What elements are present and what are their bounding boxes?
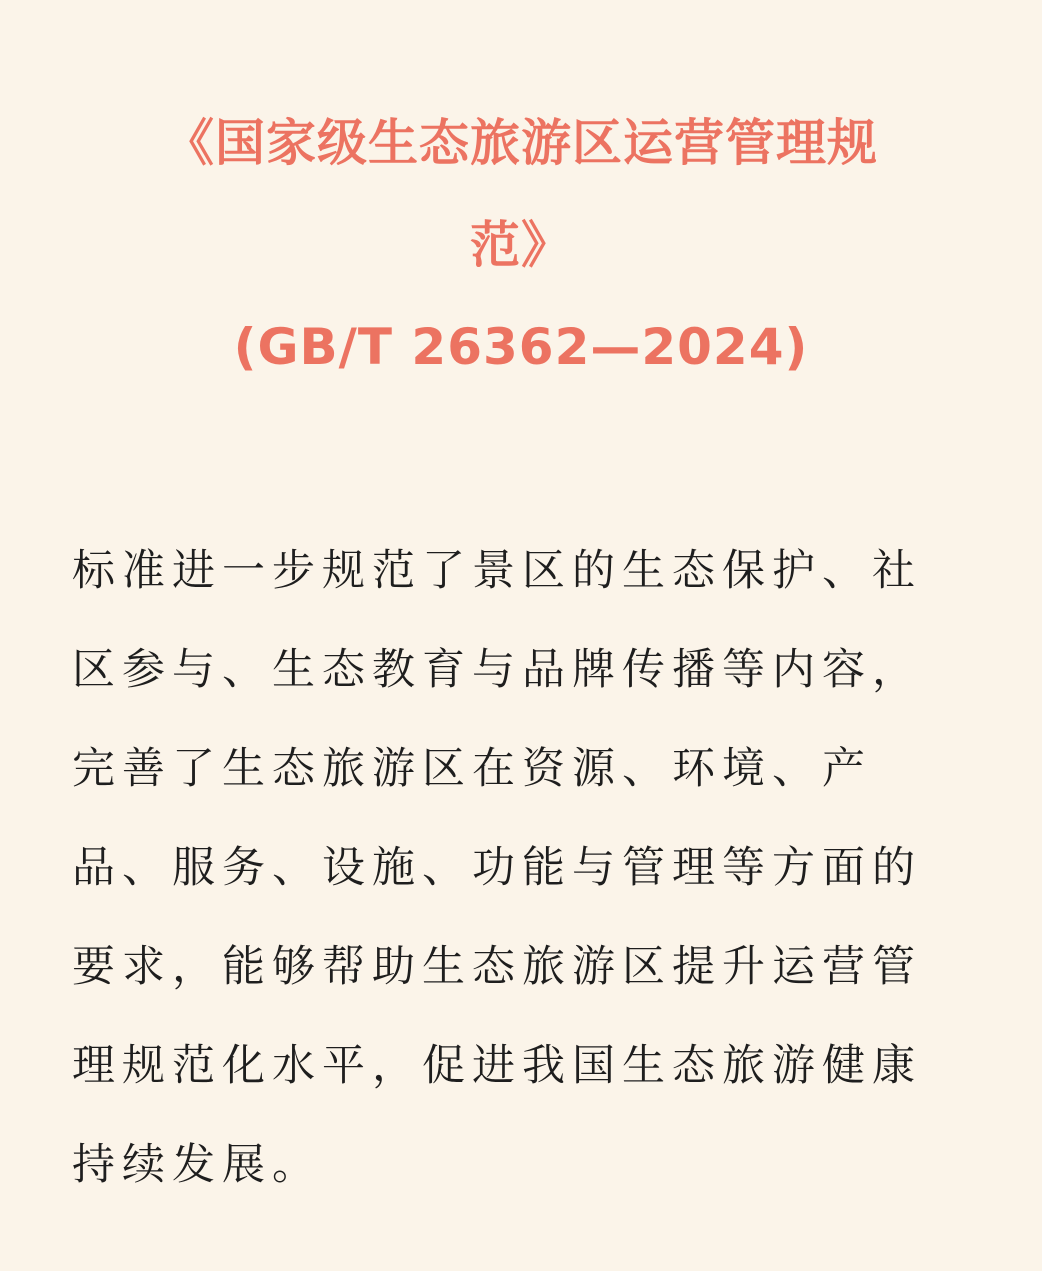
body-line-2: 区参与、生态教育与品牌传播等内容， — [72, 645, 922, 695]
body-paragraph — [72, 522, 972, 1215]
body-line-3: 完善了生态旅游区在资源、环境、产 — [72, 744, 872, 794]
body-line-5: 要求，能够帮助生态旅游区提升运营管 — [72, 942, 922, 992]
title-line-2: 范》 — [470, 216, 572, 274]
body-line-1: 标准进一步规范了景区的生态保护、社 — [72, 546, 922, 596]
document-title — [0, 92, 1042, 398]
body-line-7: 持续发展。 — [72, 1140, 322, 1190]
standard-code: (GB/T 26362—2024) — [233, 318, 809, 376]
title-line-1: 《国家级生态旅游区运营管理规 — [164, 114, 878, 172]
body-line-6: 理规范化水平，促进我国生态旅游健康 — [72, 1041, 922, 1091]
body-line-4: 品、服务、设施、功能与管理等方面的 — [72, 843, 922, 893]
